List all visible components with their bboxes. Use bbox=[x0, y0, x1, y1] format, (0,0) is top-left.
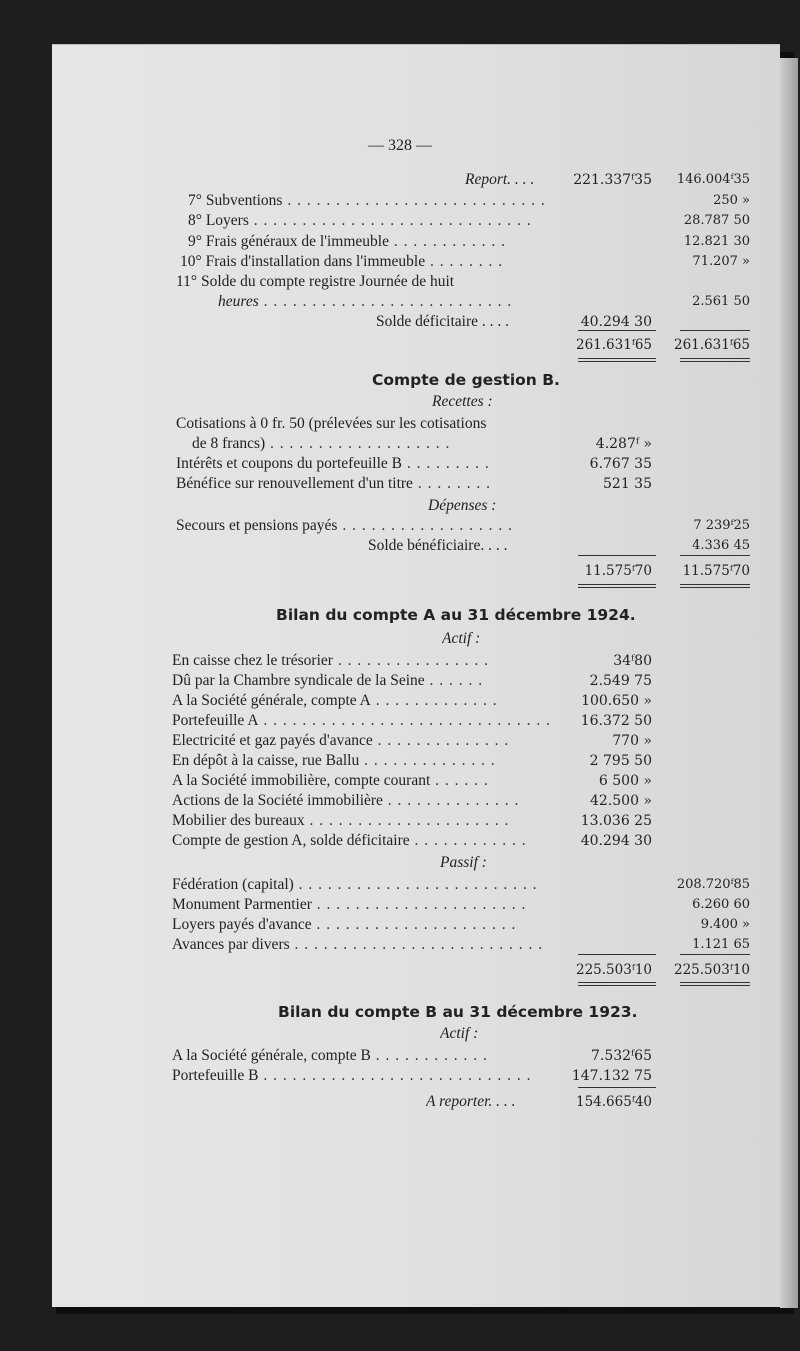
total-row bbox=[170, 561, 760, 581]
solde-row bbox=[170, 312, 760, 332]
row-label: Portefeuille B bbox=[172, 1067, 259, 1084]
section-heading: Bilan du compte B au 31 décembre 1923. bbox=[278, 1003, 638, 1021]
solde-row bbox=[170, 536, 760, 556]
actif-label: Actif : bbox=[442, 630, 481, 647]
ledger-row: heures . . . . . . . . . . . . . . . . . . . . . . . . . . 2.561 50 bbox=[218, 293, 750, 310]
row-col1: 34ᶠ80 bbox=[613, 653, 652, 669]
ledger-row: A la Société générale, compte B . . . . . . . . . . . . 7.532ᶠ65 bbox=[172, 1047, 652, 1064]
total-row bbox=[170, 960, 760, 980]
row-col1: 521 35 bbox=[603, 476, 652, 492]
passif-label: Passif : bbox=[440, 854, 487, 871]
recettes-label: Recettes : bbox=[432, 393, 493, 410]
row-label: de 8 francs) bbox=[192, 435, 266, 452]
row-col1: 147.132 75 bbox=[571, 1068, 652, 1084]
row-col2: 2.561 50 bbox=[692, 294, 750, 309]
total-double-rule bbox=[578, 358, 656, 362]
row-label: 11° Solde du compte registre Journée de huit bbox=[176, 273, 455, 290]
total-col2: 225.503ᶠ10 bbox=[674, 962, 750, 978]
row-label: Mobilier des bureaux bbox=[172, 812, 305, 829]
total-row bbox=[170, 335, 760, 355]
row-label: En caisse chez le trésorier bbox=[172, 652, 333, 669]
row-col1: 16.372 50 bbox=[580, 713, 652, 729]
row-label: Secours et pensions payés bbox=[176, 517, 338, 534]
depenses-label: Dépenses : bbox=[428, 497, 497, 514]
total-double-rule bbox=[578, 584, 656, 588]
total-col2: 11.575ᶠ70 bbox=[682, 563, 750, 579]
row-col2: 9.400 » bbox=[700, 917, 750, 932]
ledger-row: A la Société générale, compte A . . . . . . . . . . . . . 100.650 » bbox=[172, 692, 652, 709]
subtotal-rule bbox=[680, 330, 750, 331]
page-edge bbox=[780, 58, 798, 1308]
ledger-row: Secours et pensions payés . . . . . . . . . . . . . . . . . . 7 239ᶠ25 bbox=[176, 517, 750, 534]
row-col2: 12.821 30 bbox=[683, 234, 750, 249]
ledger-row: En dépôt à la caisse, rue Ballu . . . . . . . . . . . . . . 2 795 50 bbox=[172, 752, 652, 769]
row-col2: 250 » bbox=[713, 193, 750, 208]
row-col1: 770 » bbox=[612, 733, 652, 749]
ledger-row: 9° Frais généraux de l'immeuble . . . . . . . . . . . . 12.821 30 bbox=[188, 233, 750, 250]
row-label: Loyers payés d'avance bbox=[172, 916, 312, 933]
row-col2: 1.121 65 bbox=[692, 937, 750, 952]
row-col2: 71.207 » bbox=[692, 254, 750, 269]
ledger-row: Mobilier des bureaux . . . . . . . . . . . . . . . . . . . . . 13.036 25 bbox=[172, 812, 652, 829]
ledger-row: Electricité et gaz payés d'avance . . . . . . . . . . . . . . 770 » bbox=[172, 732, 652, 749]
subtotal-rule bbox=[578, 954, 656, 955]
subtotal-rule bbox=[578, 555, 656, 556]
total-col1: 11.575ᶠ70 bbox=[584, 563, 652, 579]
total-double-rule bbox=[680, 982, 750, 986]
total-col2: 261.631ᶠ65 bbox=[674, 337, 750, 353]
ledger-row: Compte de gestion A, solde déficitaire . . . . . . . . . . . . 40.294 30 bbox=[172, 832, 652, 849]
row-label: Intérêts et coupons du portefeuille B bbox=[176, 455, 402, 472]
ledger-row: Monument Parmentier . . . . . . . . . . . . . . . . . . . . . . 6.260 60 bbox=[172, 896, 750, 913]
row-label: Cotisations à 0 fr. 50 (prélevées sur les cotisations bbox=[176, 415, 487, 432]
row-label: Bénéfice sur renouvellement d'un titre bbox=[176, 475, 413, 492]
subtotal-rule bbox=[578, 1087, 656, 1088]
ledger-row: Portefeuille A . . . . . . . . . . . . . . . . . . . . . . . . . . . . . . 16.372 50 bbox=[172, 712, 652, 729]
total-double-rule bbox=[578, 982, 656, 986]
total-double-rule bbox=[680, 584, 750, 588]
report-label: Report. . . . bbox=[465, 171, 535, 188]
row-col2: 208.720ᶠ85 bbox=[676, 877, 750, 892]
reporter-label: A reporter. . . . bbox=[426, 1093, 516, 1110]
ledger-row: Dû par la Chambre syndicale de la Seine . . . . . . 2.549 75 bbox=[172, 672, 652, 689]
row-label: A la Société générale, compte B bbox=[172, 1047, 371, 1064]
report-col2: 146.004ᶠ35 bbox=[676, 172, 750, 187]
row-label: 9° Frais généraux de l'immeuble bbox=[188, 233, 389, 250]
ledger-row: En caisse chez le trésorier . . . . . . . . . . . . . . . . 34ᶠ80 bbox=[172, 652, 652, 669]
ledger-row: Bénéfice sur renouvellement d'un titre . . . . . . . . 521 35 bbox=[176, 475, 652, 492]
row-label: Electricité et gaz payés d'avance bbox=[172, 732, 373, 749]
row-col2: 7 239ᶠ25 bbox=[693, 518, 750, 533]
row-label: Compte de gestion A, solde déficitaire bbox=[172, 832, 410, 849]
row-label: Dû par la Chambre syndicale de la Seine bbox=[172, 672, 425, 689]
solde-col2: 4.336 45 bbox=[692, 538, 750, 553]
ledger-row: A la Société immobilière, compte courant . . . . . . 6 500 » bbox=[172, 772, 652, 789]
ledger-row: Portefeuille B . . . . . . . . . . . . . . . . . . . . . . . . . . . . 147.132 75 bbox=[172, 1067, 652, 1084]
row-label: Actions de la Société immobilière bbox=[172, 792, 383, 809]
total-double-rule bbox=[680, 358, 750, 362]
ledger-row bbox=[170, 414, 760, 434]
row-label: A la Société immobilière, compte courant bbox=[172, 772, 431, 789]
row-col1: 13.036 25 bbox=[580, 813, 652, 829]
row-label: Portefeuille A bbox=[172, 712, 259, 729]
row-col2: 6.260 60 bbox=[692, 897, 750, 912]
solde-label: Solde déficitaire . . . . bbox=[376, 313, 509, 330]
ledger-row: de 8 francs) . . . . . . . . . . . . . . . . . . . 4.287ᶠ » bbox=[192, 435, 652, 452]
subtotal-rule bbox=[578, 330, 656, 331]
ledger-row bbox=[170, 272, 760, 292]
row-label: Monument Parmentier bbox=[172, 896, 312, 913]
row-col1: 6 500 » bbox=[598, 773, 652, 789]
report-col1: 221.337ᶠ35 bbox=[573, 172, 652, 188]
row-col1: 40.294 30 bbox=[580, 833, 652, 849]
subtotal-rule bbox=[680, 954, 750, 955]
row-col1: 2 795 50 bbox=[589, 753, 652, 769]
row-col1: 7.532ᶠ65 bbox=[591, 1048, 652, 1064]
section-heading: Compte de gestion B. bbox=[372, 371, 560, 389]
solde-col1: 40.294 30 bbox=[580, 314, 652, 330]
row-label: 7° Subventions bbox=[188, 192, 283, 209]
row-label: Avances par divers bbox=[172, 936, 290, 953]
row-col1: 42.500 » bbox=[589, 793, 652, 809]
row-label: heures bbox=[218, 293, 259, 310]
row-label: 10° Frais d'installation dans l'immeuble bbox=[180, 253, 426, 270]
section-heading: Bilan du compte A au 31 décembre 1924. bbox=[276, 606, 636, 624]
ledger-row: Intérêts et coupons du portefeuille B . . . . . . . . . 6.767 35 bbox=[176, 455, 652, 472]
row-label: En dépôt à la caisse, rue Ballu bbox=[172, 752, 360, 769]
subtotal-rule bbox=[680, 555, 750, 556]
row-col1: 2.549 75 bbox=[589, 673, 652, 689]
report-row bbox=[170, 170, 760, 190]
ledger-row: Actions de la Société immobilière . . . . . . . . . . . . . . 42.500 » bbox=[172, 792, 652, 809]
row-label: A la Société générale, compte A bbox=[172, 692, 371, 709]
page-number: — 328 — bbox=[368, 137, 432, 154]
ledger-row: Fédération (capital) . . . . . . . . . . . . . . . . . . . . . . . . . 208.720ᶠ85 bbox=[172, 876, 750, 893]
reporter-col1: 154.665ᶠ40 bbox=[576, 1094, 652, 1110]
reporter-row bbox=[170, 1092, 760, 1112]
solde-label: Solde bénéficiaire. . . . bbox=[368, 537, 508, 554]
row-label: Fédération (capital) bbox=[172, 876, 294, 893]
row-col1: 4.287ᶠ » bbox=[595, 436, 652, 452]
row-col2: 28.787 50 bbox=[683, 213, 750, 228]
ledger-row: 7° Subventions . . . . . . . . . . . . . . . . . . . . . . . . . . . 250 » bbox=[188, 192, 750, 209]
row-col1: 100.650 » bbox=[581, 693, 652, 709]
ledger-row: Avances par divers . . . . . . . . . . . . . . . . . . . . . . . . . . 1.121 65 bbox=[172, 936, 750, 953]
row-label: 8° Loyers bbox=[188, 212, 249, 229]
actif-label: Actif : bbox=[440, 1025, 479, 1042]
total-col1: 225.503ᶠ10 bbox=[576, 962, 652, 978]
row-col1: 6.767 35 bbox=[589, 456, 652, 472]
ledger-row: 8° Loyers . . . . . . . . . . . . . . . . . . . . . . . . . . . . . 28.787 50 bbox=[188, 212, 750, 229]
ledger-row: 10° Frais d'installation dans l'immeuble . . . . . . . . 71.207 » bbox=[180, 253, 750, 270]
total-col1: 261.631ᶠ65 bbox=[576, 337, 652, 353]
ledger-row: Loyers payés d'avance . . . . . . . . . . . . . . . . . . . . . 9.400 » bbox=[172, 916, 750, 933]
